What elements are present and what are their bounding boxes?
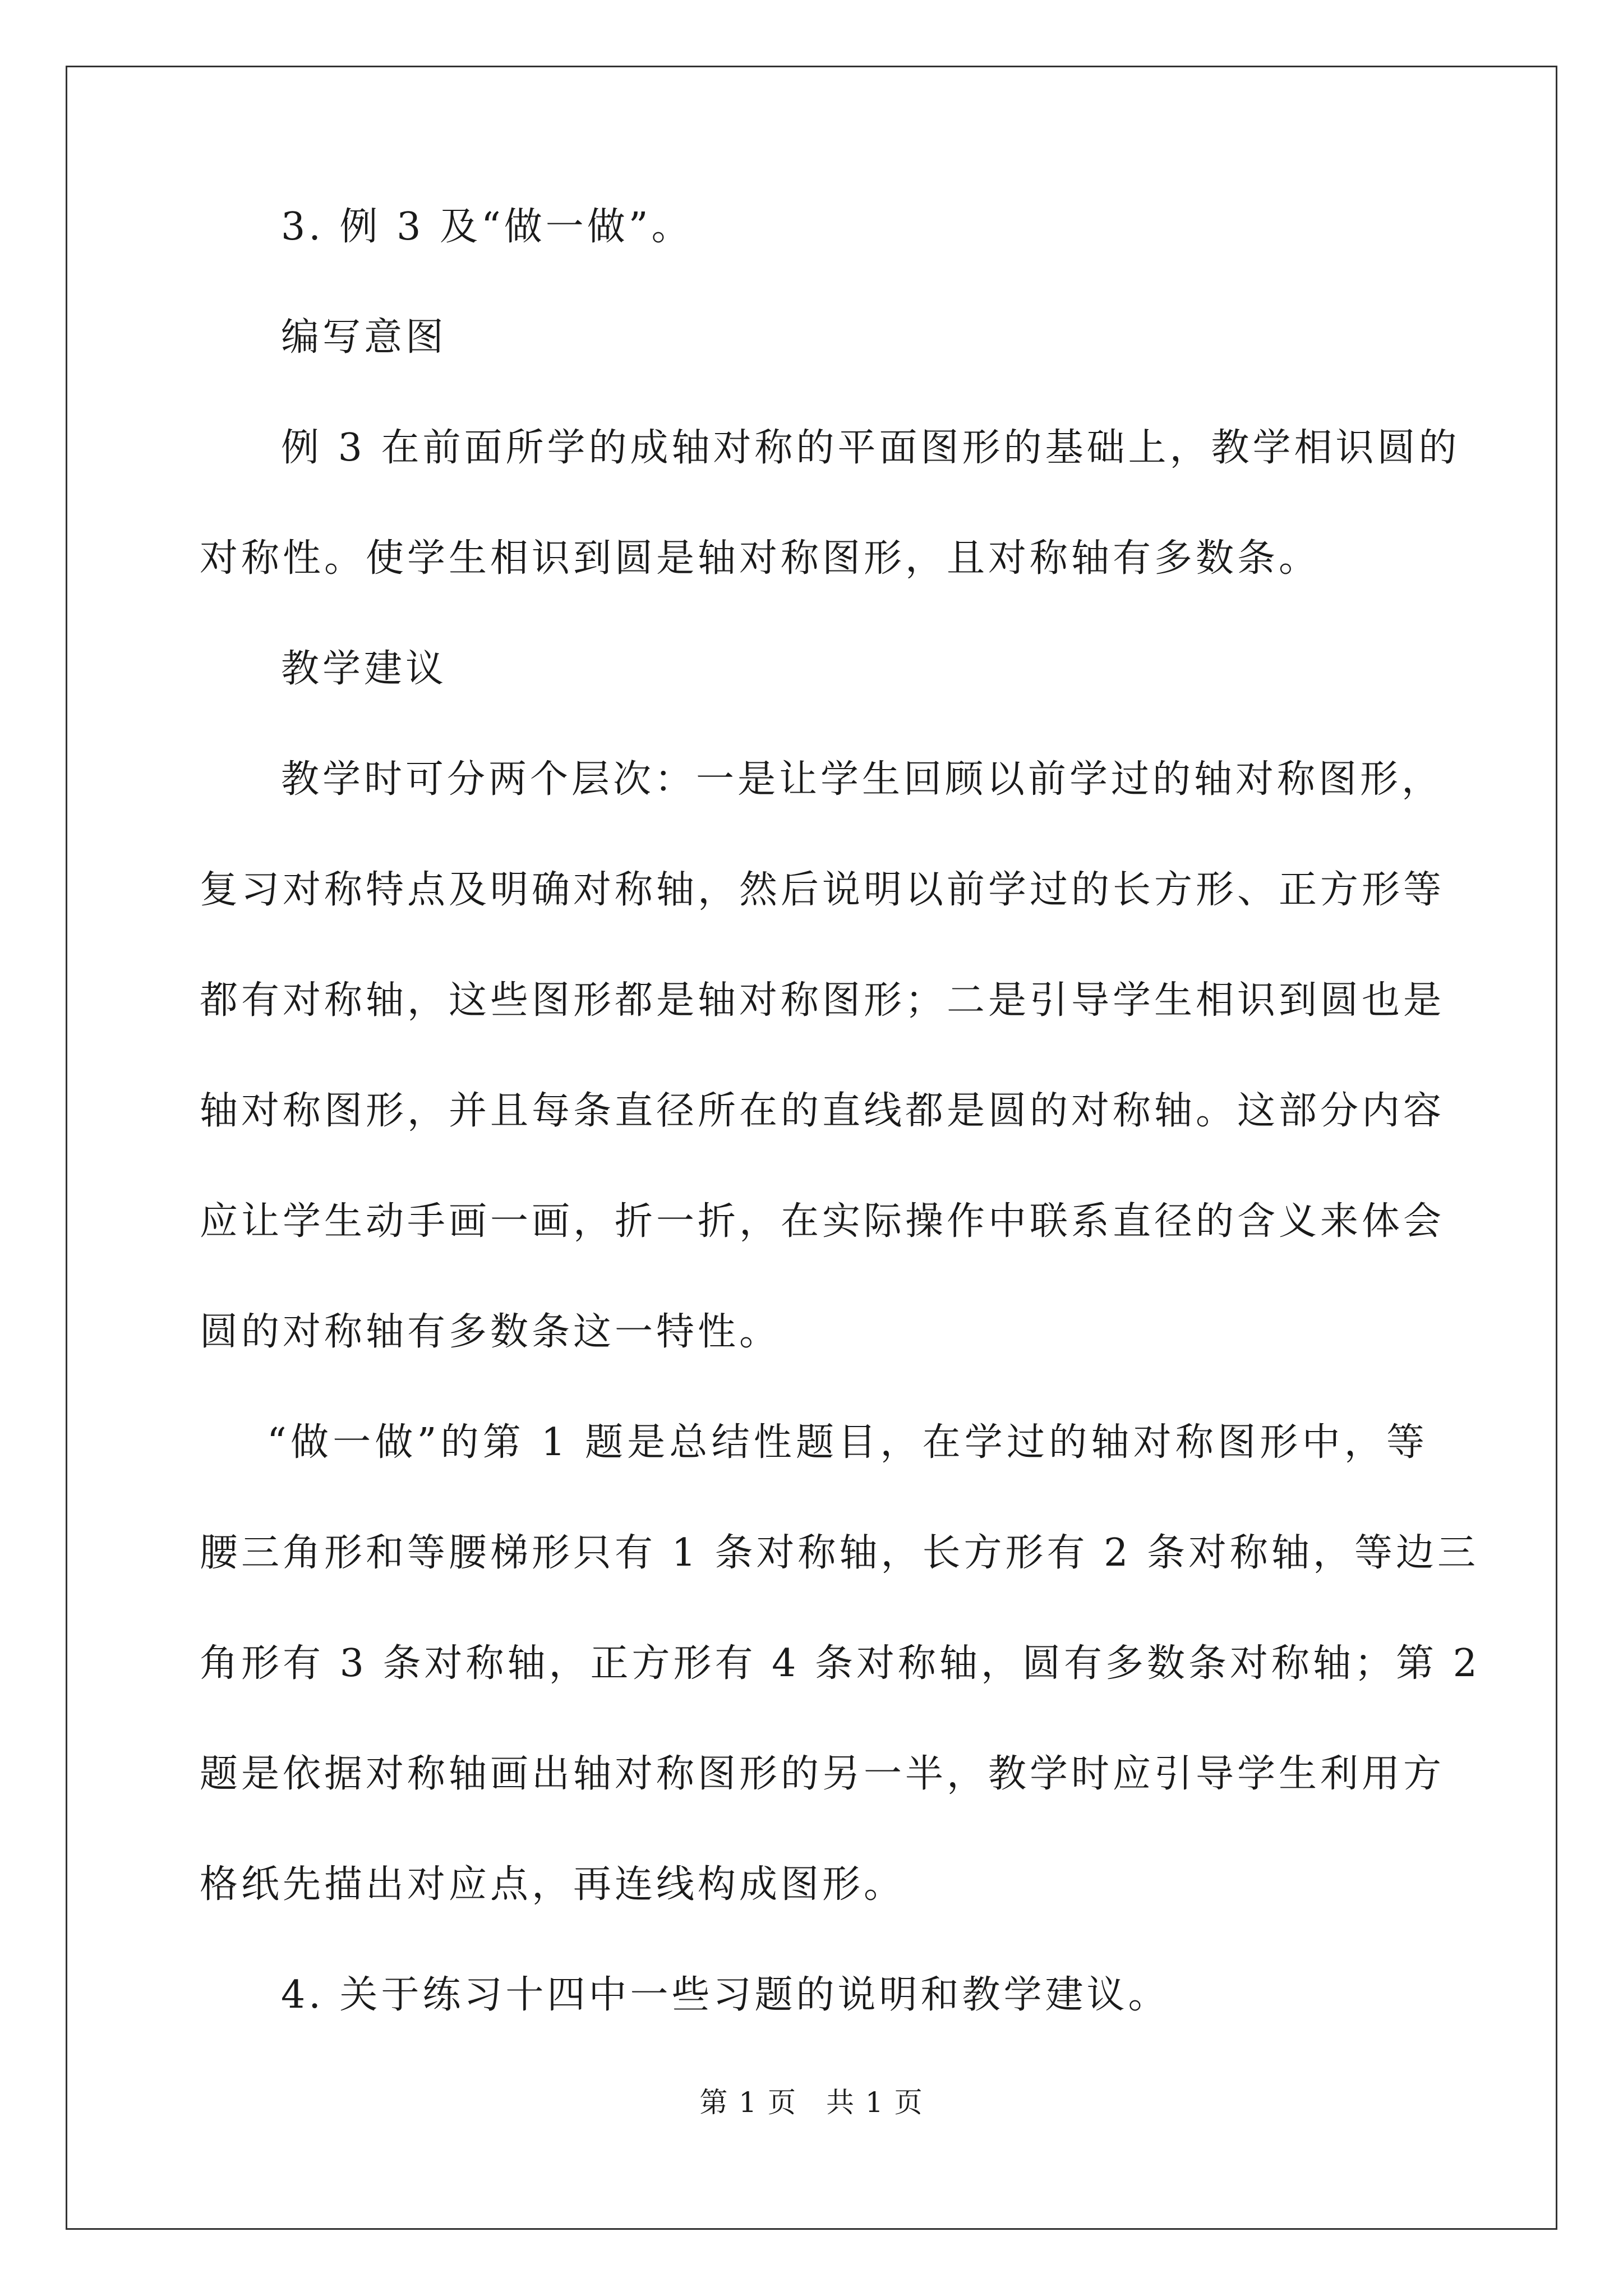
intent-line-1: 例 3 在前面所学的成轴对称的平面图形的基础上，教学相识圆的	[281, 426, 1460, 470]
advice-line-3: 都有对称轴，这些图形都是轴对称图形；二是引导学生相识到圆也是	[200, 978, 1445, 1023]
advice-line-5: 应让学生动手画一画，折一折，在实际操作中联系直径的含义来体会	[200, 1199, 1445, 1244]
advice-line-2: 复习对称特点及明确对称轴，然后说明以前学过的长方形、正方形等	[200, 868, 1445, 912]
advice-title: 教学建议	[281, 647, 448, 691]
advice-line-6: 圆的对称轴有多数条这一特性。	[200, 1310, 781, 1354]
advice-line-1: 教学时可分两个层次：一是让学生回顾以前学过的轴对称图形，	[281, 757, 1444, 802]
practice-line-2: 腰三角形和等腰梯形只有 1 条对称轴，长方形有 2 条对称轴，等边三	[200, 1531, 1479, 1575]
intent-title: 编写意图	[281, 315, 448, 360]
section-heading-3: 3. 例 3 及“做一做”。	[281, 205, 693, 249]
intent-line-2: 对称性。使学生相识到圆是轴对称图形，且对称轴有多数条。	[200, 536, 1321, 581]
advice-line-4: 轴对称图形，并且每条直径所在的直线都是圆的对称轴。这部分内容	[200, 1089, 1445, 1133]
practice-line-3: 角形有 3 条对称轴，正方形有 4 条对称轴，圆有多数条对称轴；第 2	[200, 1641, 1481, 1686]
practice-line-5: 格纸先描出对应点，再连线构成图形。	[200, 1862, 906, 1907]
document-body	[200, 199, 1481, 2023]
practice-line-4: 题是依据对称轴画出轴对称图形的另一半，教学时应引导学生利用方	[200, 1752, 1445, 1796]
section-heading-4: 4. 关于练习十四中一些习题的说明和教学建议。	[281, 1973, 1170, 2017]
practice-line-1: “做一做”的第 1 题是总结性题目，在学过的轴对称图形中，等	[267, 1420, 1428, 1465]
page-footer: 第 1 页 共 1 页	[699, 2086, 924, 2119]
